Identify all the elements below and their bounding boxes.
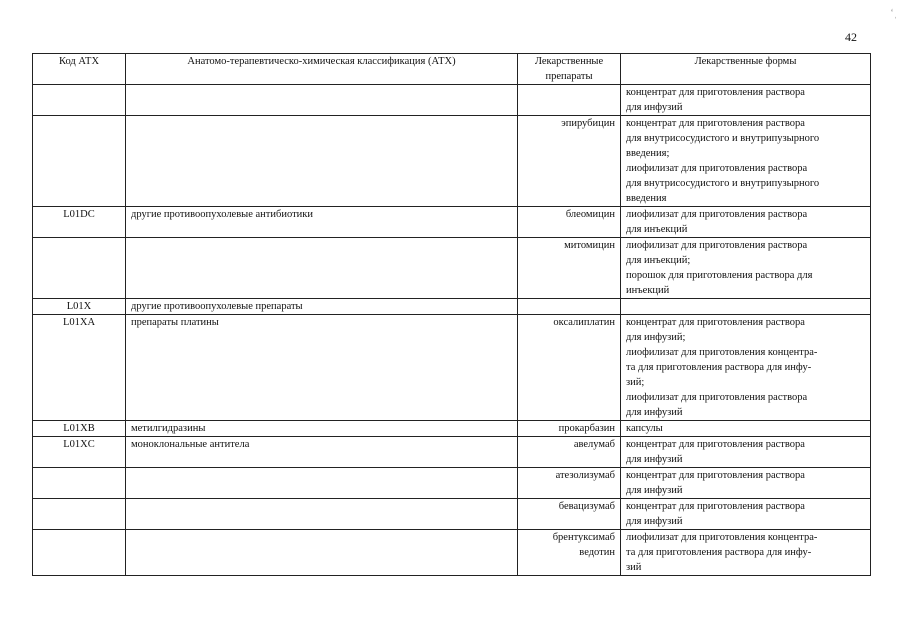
cell-dosage-forms (621, 116, 871, 207)
cell-atx-code (33, 530, 126, 576)
drug-name-line: авелумаб (573, 439, 615, 450)
cell-dosage-forms (621, 207, 871, 238)
drug-name-line: митомицин (564, 240, 615, 251)
cell-atx-code: L01X (33, 299, 126, 315)
dosage-form-line: концентрат для приготовления раствора (626, 501, 805, 512)
dosage-form-line: концентрат для приготовления раствора (626, 470, 805, 481)
cell-classification: моноклональные антитела (126, 437, 518, 468)
table-row (33, 207, 871, 238)
drug-name-line: оксалиплатин (553, 317, 615, 328)
cell-atx-code (33, 499, 126, 530)
drug-name-line: ведотин (579, 547, 615, 558)
cell-dosage-forms (621, 499, 871, 530)
cell-atx-code: L01DC (33, 207, 126, 238)
dosage-form-line: для инфузий (626, 102, 683, 113)
dosage-form-line: концентрат для приготовления раствора (626, 439, 805, 450)
cell-atx-code: L01XC (33, 437, 126, 468)
cell-drug (518, 238, 621, 299)
table-row (33, 238, 871, 299)
dosage-form-line: введения; (626, 148, 670, 159)
cell-atx-code (33, 85, 126, 116)
cell-atx-code (33, 116, 126, 207)
table-header-row (33, 54, 871, 85)
cell-atx-code (33, 238, 126, 299)
dosage-form-line: концентрат для приготовления раствора (626, 118, 805, 129)
dosage-form-line: инъекций (626, 285, 670, 296)
dosage-form-line: лиофилизат для приготовления раствора (626, 240, 808, 251)
table-row (33, 499, 871, 530)
dosage-form-line: та для приготовления раствора для инфу- (626, 362, 812, 373)
cell-classification (126, 238, 518, 299)
cell-drug (518, 85, 621, 116)
cell-classification: препараты платины (126, 315, 518, 421)
dosage-form-line: концентрат для приготовления раствора (626, 317, 805, 328)
header-classification: Анатомо-терапевтическо-химическая классификация (АТХ) (126, 54, 518, 85)
cell-atx-code (33, 468, 126, 499)
drug-name-line: прокарбазин (558, 423, 615, 434)
cell-drug (518, 299, 621, 315)
table-body (33, 85, 871, 576)
dosage-form-line: для инфузий (626, 407, 683, 418)
cell-classification: другие противоопухолевые препараты (126, 299, 518, 315)
cell-drug (518, 421, 621, 437)
atx-table (32, 53, 871, 576)
header-drugs (518, 54, 621, 85)
cell-dosage-forms (621, 421, 871, 437)
cell-atx-code: L01XB (33, 421, 126, 437)
dosage-form-line: порошок для приготовления раствора для (626, 270, 813, 281)
table-row (33, 116, 871, 207)
scan-mark: ʻˌ (890, 8, 897, 19)
header-code: Код АТХ (33, 54, 126, 85)
cell-dosage-forms (621, 530, 871, 576)
dosage-form-line: для инъекций (626, 224, 688, 235)
dosage-form-line: зий; (626, 377, 645, 388)
cell-drug (518, 499, 621, 530)
dosage-form-line: для внутрисосудистого и внутрипузырного (626, 133, 820, 144)
cell-drug (518, 207, 621, 238)
dosage-form-line: лиофилизат для приготовления раствора (626, 392, 808, 403)
page-number: 42 (845, 30, 857, 44)
cell-classification (126, 116, 518, 207)
cell-dosage-forms (621, 299, 871, 315)
cell-dosage-forms (621, 437, 871, 468)
dosage-form-line: лиофилизат для приготовления концентра- (626, 347, 818, 358)
dosage-form-line: для внутрисосудистого и внутрипузырного (626, 178, 820, 189)
dosage-form-line: для инъекций; (626, 255, 691, 266)
dosage-form-line: введения (626, 193, 667, 204)
cell-dosage-forms (621, 315, 871, 421)
cell-drug (518, 315, 621, 421)
table-row (33, 85, 871, 116)
cell-atx-code: L01XA (33, 315, 126, 421)
table-row (33, 421, 871, 437)
table-row (33, 315, 871, 421)
dosage-form-line: концентрат для приготовления раствора (626, 87, 805, 98)
dosage-form-line: капсулы (626, 423, 663, 434)
dosage-form-line: для инфузий (626, 454, 683, 465)
drug-name-line: блеомицин (565, 209, 615, 220)
drug-name-line: брентуксимаб (552, 532, 615, 543)
table-row (33, 468, 871, 499)
dosage-form-line: та для приготовления раствора для инфу- (626, 547, 812, 558)
table-row (33, 530, 871, 576)
cell-drug (518, 530, 621, 576)
dosage-form-line: лиофилизат для приготовления раствора (626, 163, 808, 174)
drug-name-line: эпирубицин (561, 118, 615, 129)
dosage-form-line: для инфузий (626, 516, 683, 527)
cell-classification (126, 499, 518, 530)
cell-drug (518, 437, 621, 468)
cell-drug (518, 116, 621, 207)
cell-dosage-forms (621, 468, 871, 499)
dosage-form-line: для инфузий; (626, 332, 686, 343)
cell-classification (126, 468, 518, 499)
cell-drug (518, 468, 621, 499)
cell-classification: другие противоопухолевые антибиотики (126, 207, 518, 238)
table-row (33, 299, 871, 315)
cell-dosage-forms (621, 238, 871, 299)
cell-classification (126, 530, 518, 576)
drug-name-line: бевацизумаб (558, 501, 615, 512)
header-drugs-line: Лекарственные (534, 56, 604, 67)
dosage-form-line: для инфузий (626, 485, 683, 496)
header-drugs-line: препараты (545, 71, 593, 82)
header-forms: Лекарственные формы (621, 54, 871, 85)
cell-dosage-forms (621, 85, 871, 116)
cell-classification: метилгидразины (126, 421, 518, 437)
cell-classification (126, 85, 518, 116)
dosage-form-line: лиофилизат для приготовления раствора (626, 209, 808, 220)
drug-name-line: атезолизумаб (555, 470, 615, 481)
dosage-form-line: зий (626, 562, 642, 573)
dosage-form-line: лиофилизат для приготовления концентра- (626, 532, 818, 543)
table-row (33, 437, 871, 468)
